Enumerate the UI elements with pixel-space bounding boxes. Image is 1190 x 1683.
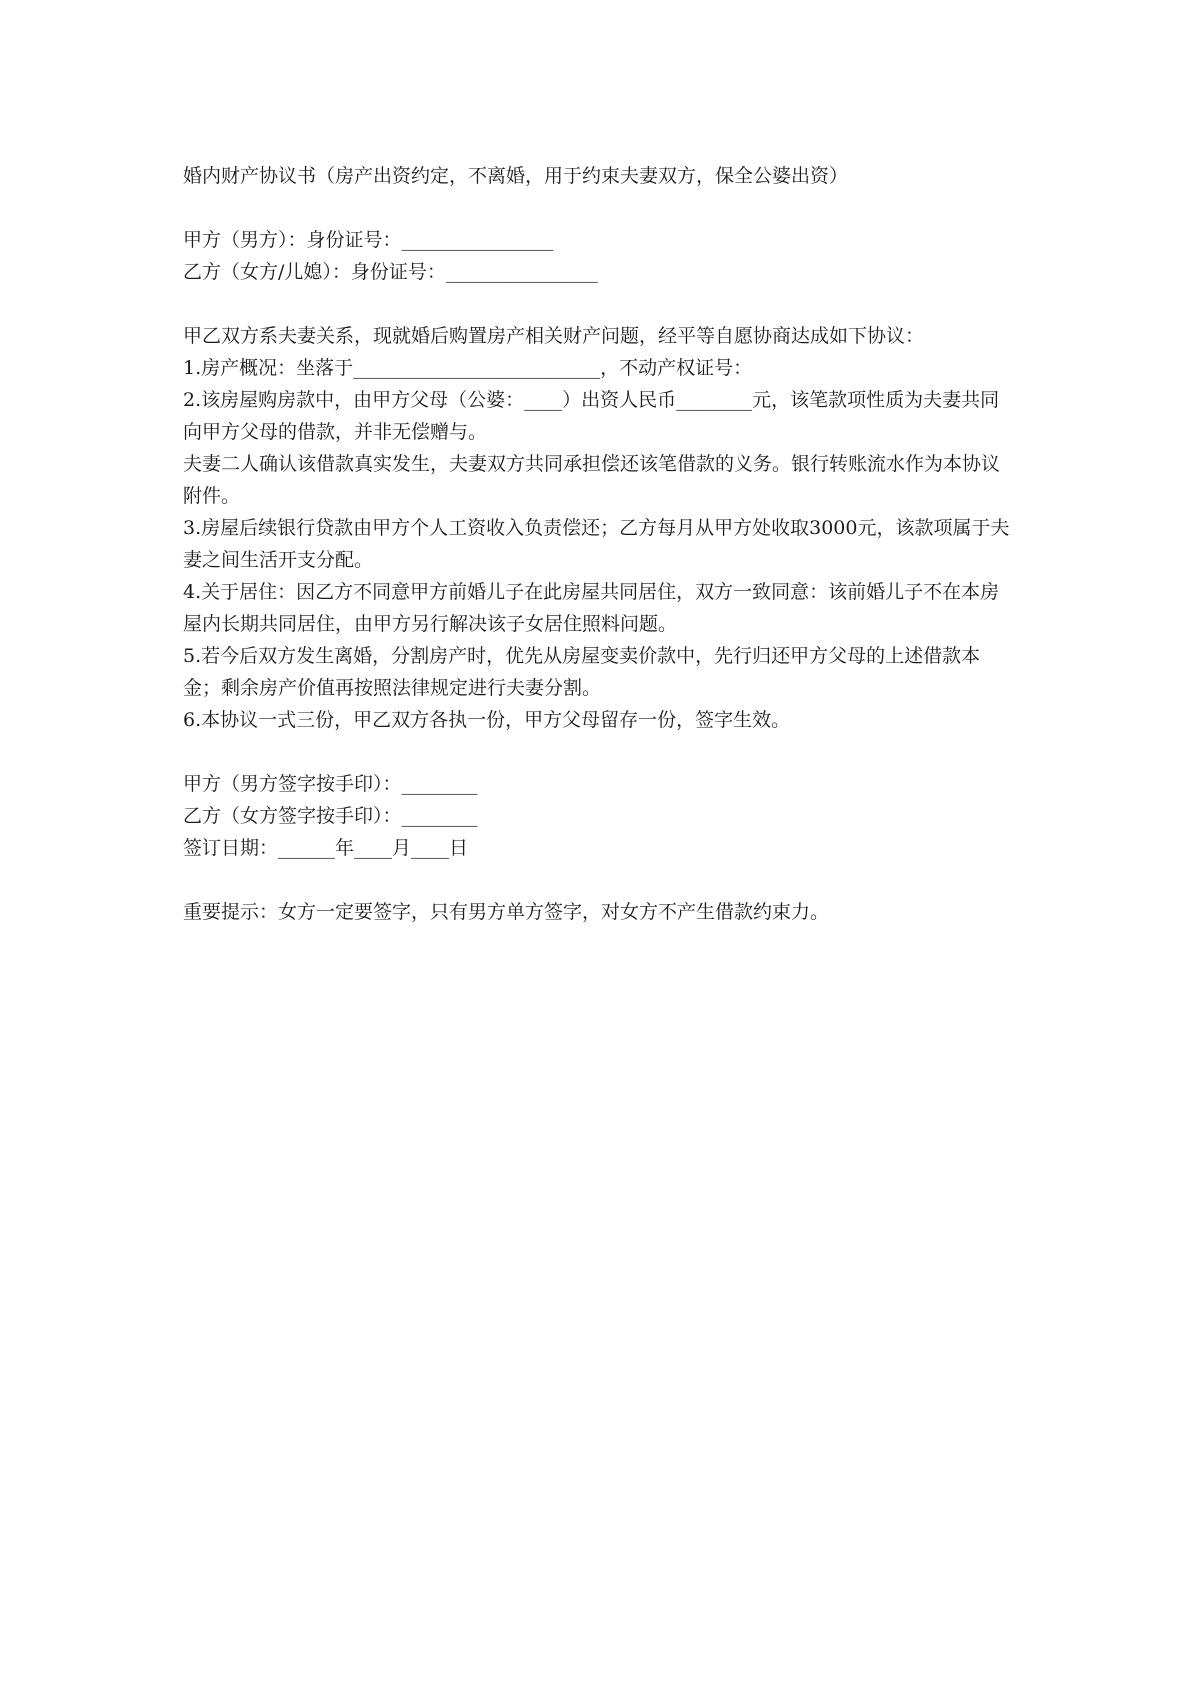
spacer bbox=[183, 288, 1013, 320]
party-b-line: 乙方（女方/儿媳）：身份证号：________________ bbox=[183, 261, 598, 283]
intro-paragraph: 甲乙双方系夫妻关系，现就婚后购置房产相关财产问题，经平等自愿协商达成如下协议： bbox=[183, 325, 925, 347]
clause-4: 4.关于居住：因乙方不同意甲方前婚儿子在此房屋共同居住，双方一致同意：该前婚儿子不在本房屋内长期共同居住，由甲方另行解决该子女居住照料问题。 bbox=[183, 581, 1000, 635]
party-b-signature: 乙方（女方签字按手印）：________ bbox=[183, 805, 478, 827]
clause-3: 3.房屋后续银行贷款由甲方个人工资收入负责偿还；乙方每月从甲方处收取3000元，该款项属于夫妻之间生活开支分配。 bbox=[183, 517, 1010, 571]
important-notice: 重要提示：女方一定要签字，只有男方单方签字，对女方不产生借款约束力。 bbox=[183, 901, 830, 923]
clause-2: 2.该房屋购房款中，由甲方父母（公婆：____）出资人民币________元，该笔款项性质为夫妻共同向甲方父母的借款，并非无偿赠与。 bbox=[183, 389, 1000, 443]
clause-2-continued: 夫妻二人确认该借款真实发生，夫妻双方共同承担偿还该笔借款的义务。银行转账流水作为本协议附件。 bbox=[183, 453, 1001, 507]
clause-5: 5.若今后双方发生离婚，分割房产时，优先从房屋变卖价款中，先行归还甲方父母的上述借款本金；剩余房产价值再按照法律规定进行夫妻分割。 bbox=[183, 645, 981, 699]
spacer bbox=[183, 192, 1013, 224]
party-a-line: 甲方（男方）：身份证号：________________ bbox=[183, 229, 554, 251]
clause-1: 1.房产概况：坐落于__________________________，不动产权证号： bbox=[183, 357, 753, 379]
clause-6: 6.本协议一式三份，甲乙双方各执一份，甲方父母留存一份，签字生效。 bbox=[183, 709, 791, 731]
spacer bbox=[183, 864, 1013, 896]
document-body bbox=[183, 160, 1013, 928]
document-title: 婚内财产协议书（房产出资约定，不离婚，用于约束夫妻双方，保全公婆出资） bbox=[183, 165, 849, 187]
party-a-signature: 甲方（男方签字按手印）：________ bbox=[183, 773, 478, 795]
signing-date: 签订日期：______年____月____日 bbox=[183, 837, 469, 859]
spacer bbox=[183, 736, 1013, 768]
